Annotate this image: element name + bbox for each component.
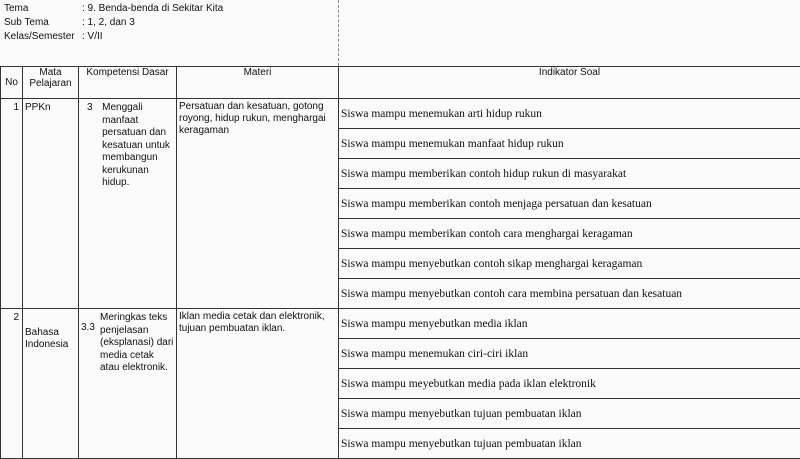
subtema-label: Sub Tema — [4, 16, 82, 29]
table-header-row — [1, 67, 800, 99]
kelas-line — [4, 30, 103, 43]
materi: Iklan media cetak dan elektronik, tujuan pembuatan iklan. — [177, 309, 339, 459]
col-header-kd: Kompetensi Dasar — [79, 67, 177, 99]
indikator-soal: Siswa mampu memberikan contoh cara menghargai keragaman — [339, 219, 800, 249]
col-header-mapel: Mata Pelajaran — [23, 67, 79, 99]
page-break-line — [338, 0, 339, 66]
kelas-label: Kelas/Semester — [4, 30, 82, 43]
mata-pelajaran: Bahasa Indonesia — [23, 309, 79, 459]
indikator-soal: Siswa mampu memberikan contoh menjaga persatuan dan kesatuan — [339, 189, 800, 219]
tema-value: : 9. Benda-benda di Sekitar Kita — [82, 3, 223, 14]
indikator-soal: Siswa mampu menemukan manfaat hidup rukun — [339, 129, 800, 159]
kd-text: Menggali manfaat persatuan dan kesatuan untuk membangun kerukunan hidup. — [102, 102, 176, 190]
materi: Persatuan dan kesatuan, gotong royong, hidup rukun, menghargai keragaman — [177, 99, 339, 309]
tema-line — [4, 2, 223, 15]
table-row — [1, 309, 800, 339]
indikator-soal: Siswa mampu menemukan arti hidup rukun — [339, 99, 800, 129]
col-header-no: No — [1, 67, 23, 99]
indikator-soal: Siswa mampu menyebutkan media iklan — [339, 309, 800, 339]
row-number: 2 — [1, 309, 23, 459]
mata-pelajaran: PPKn — [23, 99, 79, 309]
indikator-soal: Siswa mampu menyebutkan tujuan pembuatan iklan — [339, 429, 800, 459]
kelas-value: : V/II — [82, 31, 103, 42]
subtema-line — [4, 16, 135, 29]
indikator-soal: Siswa mampu menyebutkan contoh sikap menghargai keragaman — [339, 249, 800, 279]
kompetensi-dasar — [79, 309, 177, 459]
tema-label: Tema — [4, 2, 82, 15]
kisi-kisi-table — [0, 66, 800, 459]
table-row — [1, 99, 800, 129]
indikator-soal: Siswa mampu memberikan contoh hidup rukun di masyarakat — [339, 159, 800, 189]
row-number: 1 — [1, 99, 23, 309]
indikator-soal: Siswa mampu menemukan ciri-ciri iklan — [339, 339, 800, 369]
kd-number: 3 — [79, 102, 102, 190]
col-header-indikator: Indikator Soal — [339, 67, 800, 99]
indikator-soal: Siswa mampu menyebutkan contoh cara membina persatuan dan kesatuan — [339, 279, 800, 309]
subtema-value: : 1, 2, dan 3 — [82, 17, 135, 28]
indikator-soal: Siswa mampu menyebutkan tujuan pembuatan iklan — [339, 399, 800, 429]
kompetensi-dasar — [79, 99, 177, 309]
kd-text: Meringkas teks penjelasan (eksplanasi) dari media cetak atau elektronik. — [100, 312, 176, 375]
col-header-materi: Materi — [177, 67, 339, 99]
indikator-soal: Siswa mampu meyebutkan media pada iklan elektronik — [339, 369, 800, 399]
kd-number: 3.3 — [79, 312, 101, 375]
